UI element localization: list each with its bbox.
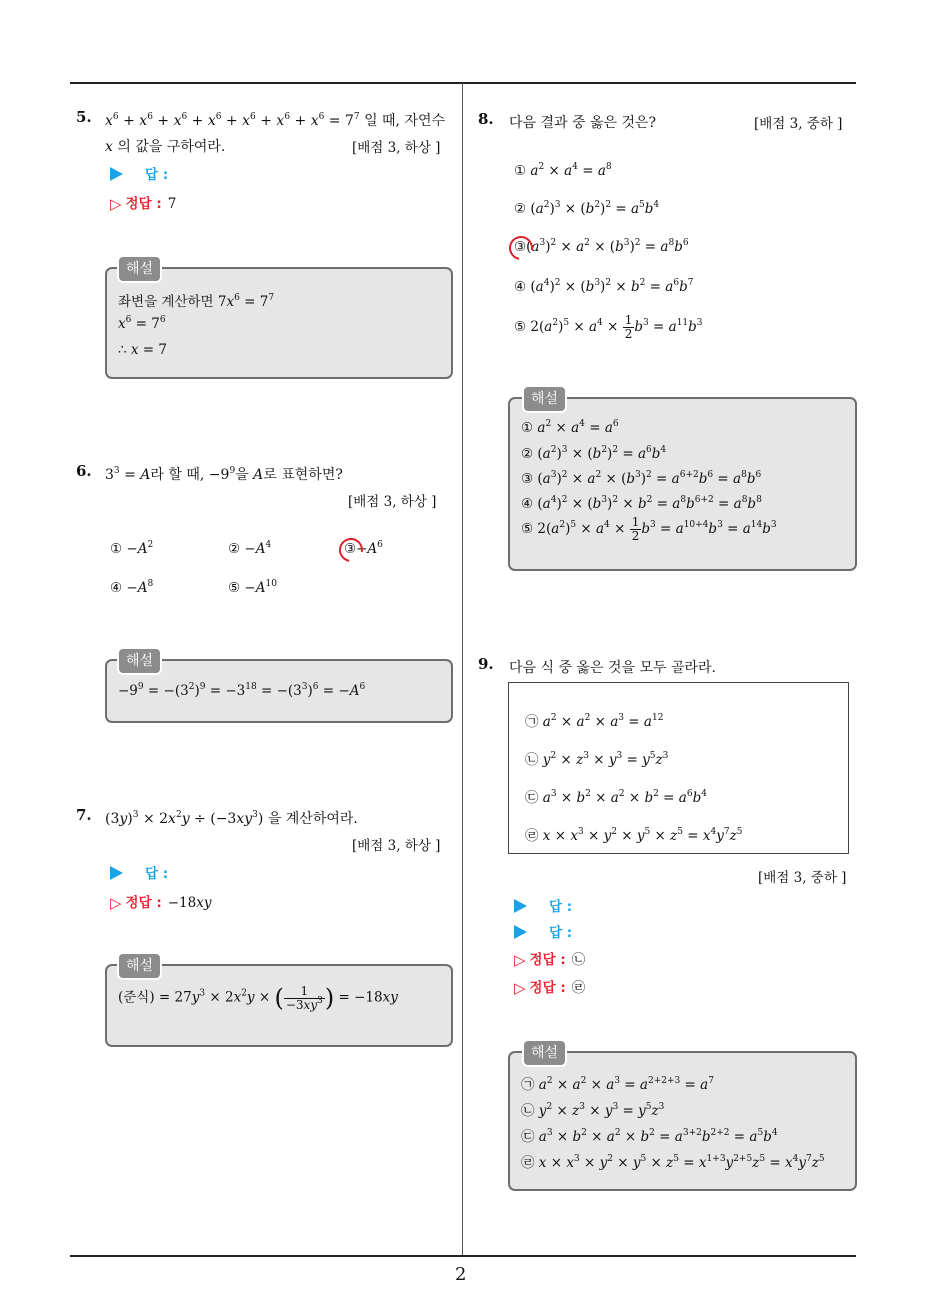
q8-option-3: $③(a^3)^2 \times a^2 \times (b^3)^2 = a^8b^6$ — [514, 238, 689, 255]
q9-number: 9. — [478, 655, 494, 673]
q8-answer-circle-mark — [504, 231, 537, 264]
correct-label: 정답 : — [125, 196, 162, 212]
play-triangle-icon — [514, 925, 527, 939]
q9-correct-row-1 — [514, 948, 585, 969]
correct-label: 정답 : — [529, 980, 566, 996]
q7-number: 7. — [76, 806, 92, 824]
q5-text-tail: 일 때, 자연수 — [364, 113, 446, 129]
play-triangle-icon — [514, 899, 527, 913]
q9-answer-row-2 — [514, 921, 572, 941]
q6-option-5: ⑤ $-A^{10}$ — [228, 579, 277, 596]
q6-option-1: ① $-A^2$ — [110, 540, 154, 557]
q7-exp-line1: (준식) = $27y^3 \times 2x^2y$ × ( $\frac{1}{-3xy^3}$ ) = −18xy — [118, 983, 398, 1012]
q8-exp-line4: ④ $(a^4)^2 \times (b^3)^2 \times b^2 = a^8b^{6+2} = a^8b^8$ — [521, 495, 762, 512]
play-triangle-icon — [110, 866, 123, 880]
bottom-rule — [70, 1255, 856, 1257]
q8-exp-line2: ② $(a^2)^3 \times (b^2)^2 = a^6b^4$ — [521, 445, 667, 462]
q6-explanation-tag: 해설 — [117, 647, 162, 675]
q9-statement-1: ㉠ $a^2 \times a^2 \times a^3 = a^{12}$ — [525, 713, 664, 730]
q6-option-2: ② $-A^4$ — [228, 540, 272, 557]
q5-correct-value: 7 — [167, 196, 177, 212]
q9-exp-line3: ㉢ $a^3 \times b^2 \times a^2 \times b^2 = a^{3+2}b^{2+2} = a^5b^4$ — [521, 1128, 778, 1145]
q7-answer-row — [110, 862, 168, 882]
answer-label: 답 : — [145, 167, 169, 183]
q9-exp-line4: ㉣ $x \times x^3 \times y^2 \times y^5 \times z^5 = x^{1+3}y^{2+5}z^5 = x^4y^7z^5$ — [521, 1154, 825, 1171]
q6-exp-line1: $-9^9 = -(3^2)^9 = -3^{18} = -(3^3)^6 = -A^6$ — [118, 682, 366, 699]
q5-answer-row — [110, 163, 168, 183]
q7-correct-row — [110, 891, 211, 912]
q5-question-line2: x 의 값을 구하여라. — [105, 139, 226, 155]
triangle-outline-icon: ▷ — [110, 894, 122, 912]
q9-question: 다음 식 중 옳은 것을 모두 골라라. — [509, 660, 716, 676]
top-rule — [70, 82, 856, 84]
triangle-outline-icon: ▷ — [110, 195, 122, 213]
q7-explanation-tag: 해설 — [117, 952, 162, 980]
q5-exp-line3: ∴ x = 7 — [118, 342, 167, 358]
q8-option-4: ④ $(a^4)^2 \times (b^3)^2 \times b^2 = a^6b^7$ — [514, 278, 694, 295]
correct-label: 정답 : — [529, 952, 566, 968]
q8-exp-line5: ⑤ $2(a^2)^5 \times a^4$ × $\frac{1}{2}$ $b^3 = a^{10+4}b^3 = a^{14}b^3$ — [521, 515, 777, 543]
q6-option-4: ④ $-A^8$ — [110, 579, 154, 596]
q9-exp-line2: ㉡ $y^2 \times z^3 \times y^3 = y^5z^3$ — [521, 1102, 665, 1119]
triangle-outline-icon: ▷ — [514, 951, 526, 969]
q7-meta: [배점 3, 하상 ] — [352, 838, 441, 854]
page-number: 2 — [455, 1264, 467, 1285]
q5-line2: 의 값을 구하여라. — [117, 139, 226, 155]
q6-answer-circle-mark — [334, 533, 367, 566]
q8-explanation-tag: 해설 — [522, 385, 567, 413]
q9-statement-4: ㉣ $x \times x^3 \times y^2 \times y^5 \times z^5 = x^4y^7z^5$ — [525, 827, 743, 844]
q8-number: 8. — [478, 110, 494, 128]
q9-correct-value-2: ㉣ — [571, 980, 586, 996]
answer-label: 답 : — [549, 899, 573, 915]
play-triangle-icon — [110, 167, 123, 181]
answer-label: 답 : — [549, 925, 573, 941]
q8-exp-line1: ① $a^2 \times a^4 = a^6$ — [521, 419, 619, 436]
q5-explanation-tag: 해설 — [117, 255, 162, 283]
q7-correct-value: −18xy — [167, 895, 212, 911]
q6-meta: [배점 3, 하상 ] — [348, 494, 437, 510]
column-divider — [462, 83, 463, 1256]
q9-explanation-tag: 해설 — [522, 1039, 567, 1067]
triangle-outline-icon: ▷ — [514, 979, 526, 997]
q6-option-3: $③-A^6$ — [344, 540, 383, 557]
answer-label: 답 : — [145, 866, 169, 882]
q9-answer-row-1 — [514, 895, 572, 915]
q5-meta: [배점 3, 하상 ] — [352, 140, 441, 156]
q8-question: 다음 결과 중 옳은 것은? — [509, 115, 657, 131]
q9-correct-value-1: ㉡ — [571, 952, 586, 968]
q5-exp-line2: $x^6 = 7^6$ — [118, 315, 166, 332]
q8-option-5: ⑤ $2(a^2)^5 \times a^4$ × $\frac{1}{2}$ $b^3 = a^{11}b^3$ — [514, 313, 703, 341]
q5-exp-line1: 좌변을 계산하면 $7x^6 = 7^7$ — [118, 293, 275, 310]
q9-statement-3: ㉢ $a^3 \times b^2 \times a^2 \times b^2 = a^6b^4$ — [525, 789, 707, 806]
q9-correct-row-2 — [514, 976, 585, 997]
q7-question: $(3y)^3 \times 2x^2y \div (-3xy^3)$ 을 계산하여라. — [105, 810, 358, 827]
q6-question: $3^3 = A$라 할 때, $-9^9$을 A로 표현하면? — [105, 466, 343, 483]
q9-statement-2: ㉡ $y^2 \times z^3 \times y^3 = y^5z^3$ — [525, 751, 669, 768]
q6-number: 6. — [76, 462, 92, 480]
q5-correct-row — [110, 192, 176, 213]
q5-question: $x^6 + x^6 + x^6 + x^6 + x^6 + x^6 + x^6 = 7^7$ 일 때, 자연수 — [105, 112, 446, 129]
q8-meta: [배점 3, 중하 ] — [754, 116, 843, 132]
q8-exp-line3: ③ $(a^3)^2 \times a^2 \times (b^3)^2 = a^{6+2}b^6 = a^8b^6$ — [521, 470, 762, 487]
correct-label: 정답 : — [125, 895, 162, 911]
q8-option-2: ② $(a^2)^3 \times (b^2)^2 = a^5b^4$ — [514, 200, 660, 217]
q9-exp-line1: ㉠ $a^2 \times a^2 \times a^3 = a^{2+2+3} = a^7$ — [521, 1076, 714, 1093]
q5-number: 5. — [76, 108, 92, 126]
q8-option-1: ① $a^2 \times a^4 = a^8$ — [514, 162, 612, 179]
q9-meta: [배점 3, 중하 ] — [758, 870, 847, 886]
